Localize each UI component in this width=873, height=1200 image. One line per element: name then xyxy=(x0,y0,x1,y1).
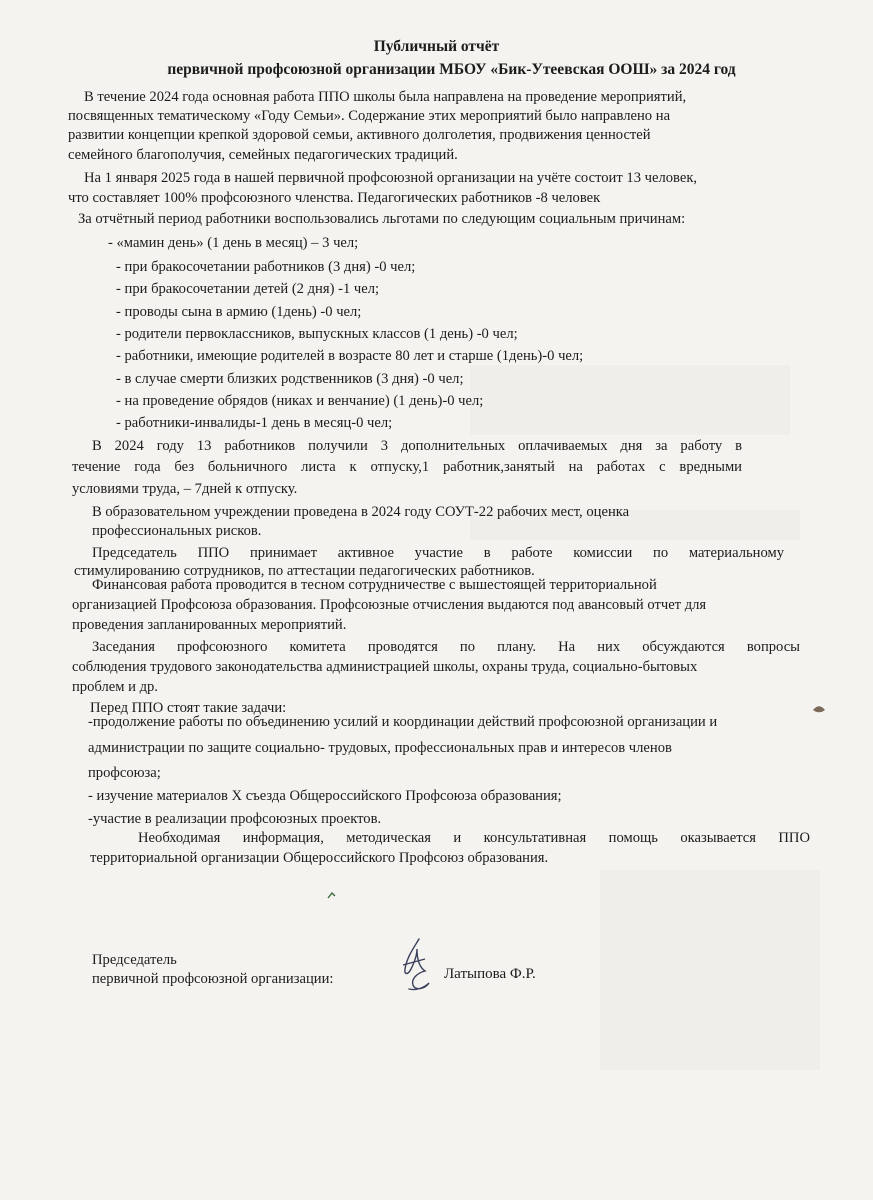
bleed-through-shadow xyxy=(470,365,790,435)
signature-name: Латыпова Ф.Р. xyxy=(444,966,536,982)
bleed-through-shadow xyxy=(600,870,820,1070)
extra-days-line: В 2024 году 13 работников получили 3 дополнительных оплачиваемых дня за работу в xyxy=(92,438,742,454)
extra-days-line: течение года без больничного листа к отпуску,1 работник,занятый на работах с вредными xyxy=(72,459,742,475)
benefit-item: - работники, имеющие родителей в возрасте 80 лет и старше (1день)-0 чел; xyxy=(116,348,584,364)
sout-line: В образовательном учреждении проведена в 2024 году СОУТ-22 рабочих мест, оценка xyxy=(92,504,630,520)
finance-line: организацией Профсоюза образования. Профсоюзные отчисления выдаются под авансовый отчет для xyxy=(72,597,707,613)
tasks-intro: Перед ППО стоят такие задачи: xyxy=(90,700,287,716)
intro-line: развитии концепции крепкой здоровой семьи, активного долголетия, продвижения ценностей xyxy=(68,127,651,143)
benefit-item: - на проведение обрядов (никах и венчание) (1 день)-0 чел; xyxy=(116,393,484,409)
intro-line: семейного благополучия, семейных педагогических традиций. xyxy=(68,147,458,163)
finance-line: Финансовая работа проводится в тесном сотрудничестве с вышестоящей территориальной xyxy=(92,577,657,593)
sout-line: профессиональных рисков. xyxy=(92,523,262,539)
chair-line: Председатель ППО принимает активное участие в работе комиссии по материальному xyxy=(92,545,784,561)
task-item: -участие в реализации профсоюзных проектов. xyxy=(88,811,382,827)
task-item: профсоюза; xyxy=(88,765,161,781)
committee-line: проблем и др. xyxy=(72,679,158,695)
intro-line: посвященных тематическому «Году Семьи». Содержание этих мероприятий было направлено на xyxy=(68,108,671,124)
stray-mark xyxy=(326,890,338,902)
benefit-item: - в случае смерти близких родственников (3 дня) -0 чел; xyxy=(116,371,464,387)
benefit-item: - родители первоклассников, выпускных классов (1 день) -0 чел; xyxy=(116,326,518,342)
committee-line: соблюдения трудового законодательства администрацией школы, охраны труда, социально-бытовых xyxy=(72,659,698,675)
membership-line: На 1 января 2025 года в нашей первичной профсоюзной организации на учёте состоит 13 человек, xyxy=(84,170,698,186)
committee-line: Заседания профсоюзного комитета проводятся по плану. На них обсуждаются вопросы xyxy=(92,639,800,655)
document-subtitle: первичной профсоюзной организации МБОУ «Бик-Утеевская ООШ» за 2024 год xyxy=(167,61,736,78)
benefit-item: - при бракосочетании работников (3 дня) -0 чел; xyxy=(116,259,416,275)
document-title: Публичный отчёт xyxy=(373,38,500,55)
help-line: территориальной организации Общероссийского Профсоюз образования. xyxy=(90,850,549,866)
benefit-item: - «мамин день» (1 день в месяц) – 3 чел; xyxy=(108,235,359,251)
finance-line: проведения запланированных мероприятий. xyxy=(72,617,347,633)
intro-line: В течение 2024 года основная работа ППО школы была направлена на проведение мероприятий, xyxy=(84,89,687,105)
task-item: -продолжение работы по объединению усилий и координации действий профсоюзной организации и xyxy=(88,714,718,730)
benefit-item: - при бракосочетании детей (2 дня) -1 чел; xyxy=(116,281,380,297)
benefits-intro: За отчётный период работники воспользовались льготами по следующим социальным причинам: xyxy=(78,211,686,227)
benefit-item: - работники-инвалиды-1 день в месяц-0 чел; xyxy=(116,415,393,431)
task-item: администрации по защите социально- трудовых, профессиональных прав и интересов членов xyxy=(88,740,672,756)
benefit-item: - проводы сына в армию (1день) -0 чел; xyxy=(116,304,362,320)
membership-line: что составляет 100% профсоюзного членства. Педагогических работников -8 человек xyxy=(68,190,601,206)
stray-mark xyxy=(812,704,826,716)
signature-title: Председатель xyxy=(92,952,177,968)
signature-organization: первичной профсоюзной организации: xyxy=(92,971,334,987)
chair-line: стимулированию сотрудников, по аттестации педагогических работников. xyxy=(74,563,535,579)
help-line: Необходимая информация, методическая и консультативная помощь оказывается ППО xyxy=(138,830,810,846)
extra-days-line: условиями труда, – 7дней к отпуску. xyxy=(72,481,298,497)
signature-image xyxy=(395,935,441,997)
signature-label xyxy=(92,951,333,989)
task-item: - изучение материалов X съезда Общероссийского Профсоюза образования; xyxy=(88,788,562,804)
